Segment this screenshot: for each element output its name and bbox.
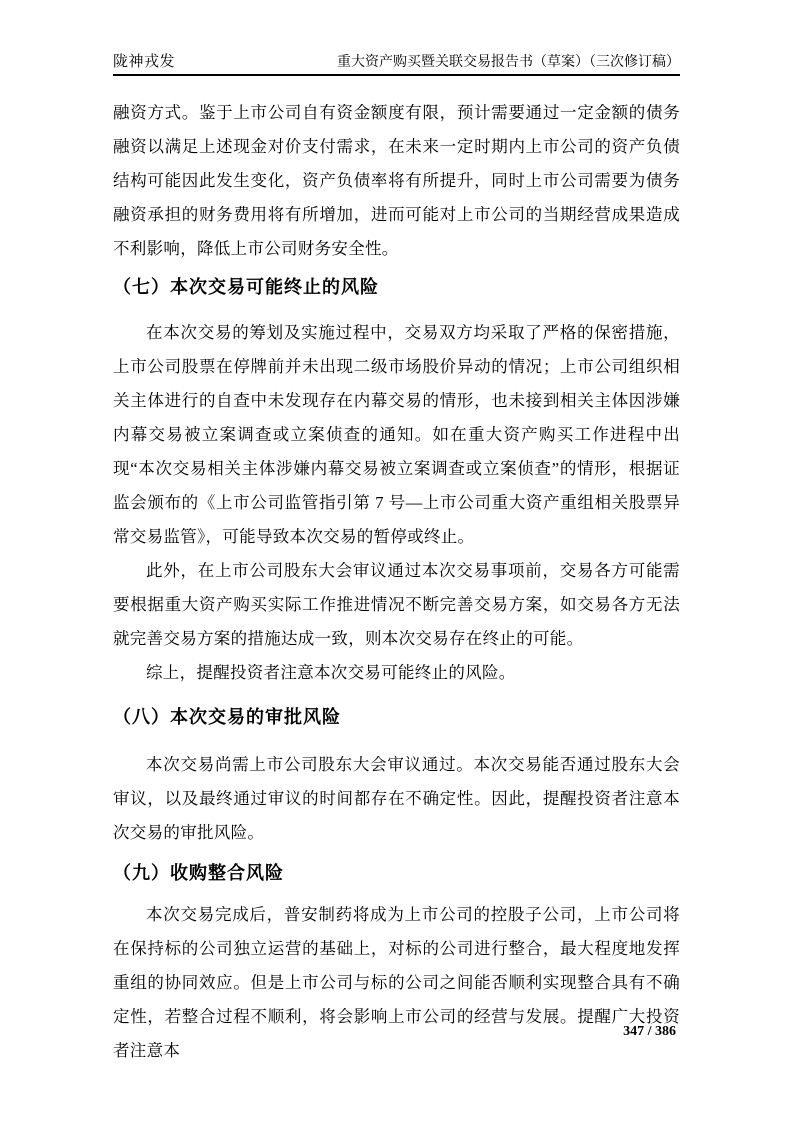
section-heading-8-approval-risk: （八）本次交易的审批风险 [113,707,341,727]
paragraph-section7-1: 在本次交易的筹划及实施过程中，交易双方均采取了严格的保密措施，上市公司股票在停牌前并未出现二级市场股价异动的情况；上市公司组织相关主体进行的自查中未发现存在内幕交易的情形，也未接到相关主体因涉嫌内幕交易被立案调查或立案侦查的通知。如在重大资产购买工作进程中出现“本次交易相关主体涉嫌内幕交易被立案调查或立案侦查”的情形，根据证监会颁布的《上市公司监管指引第 7 号—上市公司重大资产重组相关股票异常交易监管》，可能导致本次交易的暂停或终止。 [113,323,680,546]
header-doc-short-name: 陇神戎发 [113,54,176,70]
page-number: 347 / 386 [623,1024,676,1039]
paragraph-section9-1: 本次交易完成后，普安制药将成为上市公司的控股子公司，上市公司将在保持标的公司独立运营的基础上，对标的公司进行整合，最大程度地发挥重组的协同效应。但是上市公司与标的公司之间能否顺利实现整合具有不确定性，若整合过程不顺利，将会影响上市公司的经营与发展。提醒广大投资者注意本 [113,905,680,1060]
paragraph-section8-1: 本次交易尚需上市公司股东大会审议通过。本次交易能否通过股东大会审议，以及最终通过审议的时间都存在不确定性。因此，提醒投资者注意本次交易的审批风险。 [113,755,680,842]
header-doc-full-title: 重大资产购买暨关联交易报告书（草案）（三次修订稿） [337,55,680,70]
page-header [113,50,680,76]
document-content [113,96,680,1068]
section-heading-7-termination-risk: （七）本次交易可能终止的风险 [113,277,379,297]
paragraph-section7-3: 综上，提醒投资者注意本次交易可能终止的风险。 [146,663,516,682]
section-heading-9-integration-risk: （九）收购整合风险 [113,863,284,883]
paragraph-carryover: 融资方式。鉴于上市公司自有资金额度有限，预计需要通过一定金额的债务融资以满足上述现金对价支付需求，在未来一定时期内上市公司的资产负债结构可能因此发生变化，资产负债率将有所提升，同时上市公司需要为债务融资承担的财务费用将有所增加，进而可能对上市公司的当期经营成果造成不利影响，降低上市公司财务安全性。 [113,103,680,258]
paragraph-section7-2: 此外，在上市公司股东大会审议通过本次交易事项前，交易各方可能需要根据重大资产购买实际工作推进情况不断完善交易方案，如交易各方无法就完善交易方案的措施达成一致，则本次交易存在终止的可能。 [113,561,680,648]
